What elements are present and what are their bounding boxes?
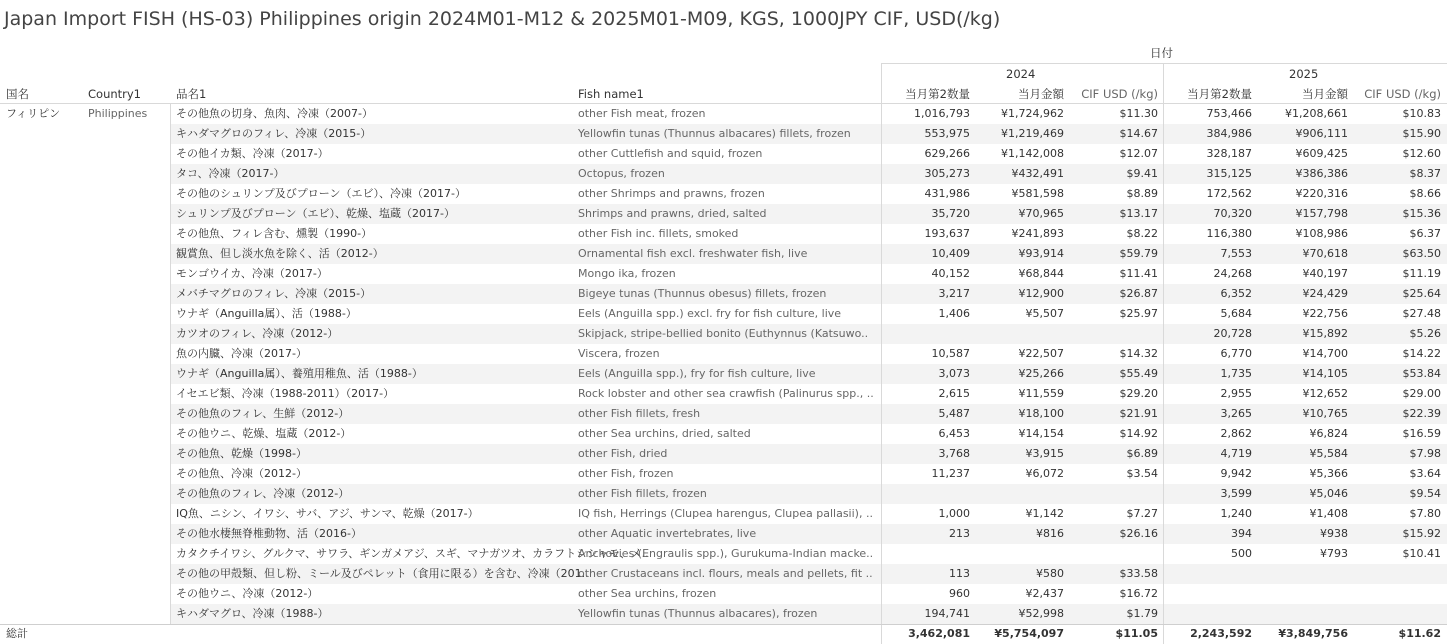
table-row[interactable] (0, 464, 1447, 484)
amount-2024-cell: ¥1,142,008 (1001, 147, 1064, 160)
cif-2024-cell: $55.49 (1119, 367, 1158, 380)
qty-2025-cell: 500 (1231, 547, 1252, 560)
col-header-qty-2024[interactable]: 当月第2数量 (905, 87, 970, 101)
item-jp-cell: その他イカ類、冷凍（2017-） (176, 147, 329, 160)
amount-2025-cell: ¥793 (1320, 547, 1348, 560)
col-header-country[interactable]: Country1 (88, 87, 142, 101)
qty-2024-cell (886, 544, 970, 564)
total-amount-2025: ¥3,849,756 (1278, 627, 1348, 640)
cif-2024-cell: $3.54 (1126, 467, 1158, 480)
item-jp-cell: その他ウニ、冷凍（2012-） (176, 587, 319, 600)
cif-2025-cell: $22.39 (1402, 407, 1441, 420)
amount-2025-cell: ¥906,111 (1295, 127, 1348, 140)
item-jp-cell: その他魚、乾燥（1998-） (176, 447, 307, 460)
amount-2024-cell: ¥25,266 (1018, 367, 1064, 380)
fish-name-cell: Yellowfin tunas (Thunnus albacares) fillets, frozen (578, 127, 851, 140)
amount-2025-cell (1256, 564, 1348, 584)
cif-2025-cell: $15.92 (1402, 527, 1441, 540)
fish-name-cell: Skipjack, stripe-bellied bonito (Euthynnus (Katsuwo.. (578, 327, 869, 340)
cif-2024-cell (1068, 484, 1158, 504)
qty-2024-cell (886, 484, 970, 504)
qty-2024-cell: 35,720 (931, 207, 970, 220)
fish-name-cell: Eels (Anguilla spp.), fry for fish culture, live (578, 367, 816, 380)
cif-2024-cell: $14.67 (1119, 127, 1158, 140)
cif-2024-cell: $11.30 (1119, 107, 1158, 120)
qty-2025-cell (1168, 584, 1252, 604)
cif-2025-cell (1352, 564, 1441, 584)
cif-2025-cell: $5.26 (1409, 327, 1441, 340)
qty-2024-cell: 2,615 (938, 387, 970, 400)
qty-2024-cell: 10,409 (931, 247, 970, 260)
table-row[interactable] (0, 144, 1447, 164)
cif-2024-cell: $21.91 (1119, 407, 1158, 420)
table-row[interactable] (0, 524, 1447, 544)
fish-name-cell: other Cuttlefish and squid, frozen (578, 147, 763, 160)
qty-2025-cell: 6,352 (1220, 287, 1252, 300)
amount-2024-cell: ¥12,900 (1018, 287, 1064, 300)
qty-2024-cell: 10,587 (931, 347, 970, 360)
qty-2025-cell: 24,268 (1213, 267, 1252, 280)
item-jp-cell: キハダマグロのフィレ、冷凍（2015-） (176, 127, 372, 140)
fish-name-cell: Ornamental fish excl. freshwater fish, live (578, 247, 808, 260)
item-jp-cell: その他魚、フィレ含む、燻製（1990-） (176, 227, 373, 240)
amount-2024-cell: ¥816 (1036, 527, 1064, 540)
cif-2024-cell: $1.79 (1126, 607, 1158, 620)
total-label: 総計 (6, 627, 28, 640)
table-row[interactable] (0, 584, 1447, 604)
amount-2024-cell: ¥1,142 (1025, 507, 1064, 520)
item-jp-cell: カツオのフィレ、冷凍（2012-） (176, 327, 339, 340)
amount-2024-cell (974, 324, 1064, 344)
item-jp-cell: その他魚のフィレ、冷凍（2012-） (176, 487, 350, 500)
qty-2024-cell: 1,016,793 (914, 107, 970, 120)
amount-2025-cell: ¥10,765 (1302, 407, 1348, 420)
amount-2024-cell: ¥93,914 (1018, 247, 1064, 260)
fish-name-cell: IQ fish, Herrings (Clupea harengus, Clupea pallasii), .. (578, 507, 873, 520)
table-row[interactable] (0, 244, 1447, 264)
table-row[interactable] (0, 484, 1447, 504)
amount-2024-cell: ¥581,598 (1011, 187, 1064, 200)
qty-2024-cell: 113 (949, 567, 970, 580)
qty-2024-cell: 5,487 (938, 407, 970, 420)
qty-2024-cell: 11,237 (931, 467, 970, 480)
qty-2024-cell: 1,000 (938, 507, 970, 520)
cif-2025-cell: $15.90 (1402, 127, 1441, 140)
amount-2025-cell: ¥108,986 (1295, 227, 1348, 240)
table-row[interactable] (0, 304, 1447, 324)
qty-2025-cell: 20,728 (1213, 327, 1252, 340)
cif-2025-cell: $10.83 (1402, 107, 1441, 120)
cif-2024-cell: $14.92 (1119, 427, 1158, 440)
cif-2025-cell: $6.37 (1409, 227, 1441, 240)
amount-2024-cell (974, 484, 1064, 504)
item-jp-cell: IQ魚、ニシン、イワシ、サバ、アジ、サンマ、乾燥（2017-） (176, 507, 479, 520)
table-row[interactable] (0, 104, 1447, 124)
table-row[interactable] (0, 444, 1447, 464)
qty-2024-cell: 960 (949, 587, 970, 600)
cif-2024-cell: $6.89 (1126, 447, 1158, 460)
qty-2024-cell: 305,273 (924, 167, 970, 180)
amount-2024-cell: ¥1,219,469 (1001, 127, 1064, 140)
qty-2024-cell: 40,152 (931, 267, 970, 280)
cif-2024-cell: $59.79 (1119, 247, 1158, 260)
qty-2024-cell: 3,768 (938, 447, 970, 460)
amount-2025-cell: ¥14,105 (1302, 367, 1348, 380)
qty-2025-cell: 384,986 (1206, 127, 1252, 140)
fish-name-cell: other Sea urchins, dried, salted (578, 427, 751, 440)
col-divider-2024 (881, 63, 882, 644)
amount-2025-cell: ¥5,046 (1309, 487, 1348, 500)
item-jp-cell: キハダマグロ、冷凍（1988-） (176, 607, 329, 620)
item-jp-cell: その他魚、冷凍（2012-） (176, 467, 307, 480)
cif-2024-cell: $7.27 (1126, 507, 1158, 520)
qty-2025-cell (1168, 564, 1252, 584)
amount-2024-cell (974, 544, 1064, 564)
fish-name-cell: other Crustaceans incl. flours, meals and pellets, fit .. (578, 567, 873, 580)
item-jp-cell: その他魚の切身、魚肉、冷凍（2007-） (176, 107, 373, 120)
qty-2025-cell: 394 (1231, 527, 1252, 540)
cif-2024-cell: $13.17 (1119, 207, 1158, 220)
cif-2025-cell: $25.64 (1402, 287, 1441, 300)
fish-name-cell: other Fish, dried (578, 447, 668, 460)
cif-2024-cell: $25.97 (1119, 307, 1158, 320)
qty-2024-cell: 194,741 (924, 607, 970, 620)
fish-name-cell: other Shrimps and prawns, frozen (578, 187, 765, 200)
cif-2024-cell: $8.89 (1126, 187, 1158, 200)
total-cif-2025: $11.62 (1398, 627, 1441, 640)
amount-2025-cell: ¥5,366 (1309, 467, 1348, 480)
total-amount-2024: ¥5,754,097 (994, 627, 1064, 640)
fish-name-cell: Anchovies (Engraulis spp.), Gurukuma-Indian macke.. (578, 547, 874, 560)
table-row[interactable] (0, 404, 1447, 424)
report-title: Japan Import FISH (HS-03) Philippines origin 2024M01-M12 & 2025M01-M09, KGS, 1000JPY CIF, USD(/kg) (4, 8, 1001, 30)
amount-2025-cell: ¥386,386 (1295, 167, 1348, 180)
qty-2025-cell: 753,466 (1206, 107, 1252, 120)
cif-2024-cell: $26.87 (1119, 287, 1158, 300)
col-divider-item (170, 104, 171, 624)
col-header-qty-2025[interactable]: 当月第2数量 (1187, 87, 1252, 101)
col-header-country-jp[interactable]: 国名 (6, 87, 29, 101)
amount-2024-cell: ¥11,559 (1018, 387, 1064, 400)
amount-2025-cell: ¥24,429 (1302, 287, 1348, 300)
qty-2025-cell: 3,265 (1220, 407, 1252, 420)
fish-name-cell: other Fish fillets, fresh (578, 407, 701, 420)
table-row[interactable] (0, 364, 1447, 384)
amount-2025-cell: ¥5,584 (1309, 447, 1348, 460)
year-2025-header[interactable]: 2025 (1289, 67, 1319, 81)
item-jp-cell: イセエビ類、冷凍（1988-2011）（2017-） (176, 387, 395, 400)
qty-2024-cell: 6,453 (938, 427, 970, 440)
cif-2025-cell: $53.84 (1402, 367, 1441, 380)
table-row[interactable] (0, 164, 1447, 184)
fish-name-cell: Octopus, frozen (578, 167, 665, 180)
fish-name-cell: Viscera, frozen (578, 347, 660, 360)
item-jp-cell: メバチマグロのフィレ、冷凍（2015-） (176, 287, 372, 300)
amount-2025-cell: ¥70,618 (1302, 247, 1348, 260)
cif-2025-cell (1352, 604, 1441, 624)
amount-2025-cell: ¥12,652 (1302, 387, 1348, 400)
cif-2025-cell: $63.50 (1402, 247, 1441, 260)
cif-2025-cell: $11.19 (1402, 267, 1441, 280)
qty-2024-cell: 553,975 (924, 127, 970, 140)
qty-2024-cell: 629,266 (924, 147, 970, 160)
qty-2025-cell: 3,599 (1220, 487, 1252, 500)
cif-2024-cell: $26.16 (1119, 527, 1158, 540)
amount-2024-cell: ¥1,724,962 (1001, 107, 1064, 120)
amount-2025-cell: ¥40,197 (1302, 267, 1348, 280)
amount-2024-cell: ¥241,893 (1011, 227, 1064, 240)
amount-2024-cell: ¥14,154 (1018, 427, 1064, 440)
table-row[interactable] (0, 344, 1447, 364)
cif-2025-cell: $7.98 (1409, 447, 1441, 460)
cif-2024-cell: $14.32 (1119, 347, 1158, 360)
qty-2025-cell: 116,380 (1206, 227, 1252, 240)
qty-2025-cell: 2,862 (1220, 427, 1252, 440)
cif-2024-cell: $16.72 (1119, 587, 1158, 600)
qty-2025-cell: 1,240 (1220, 507, 1252, 520)
item-jp-cell: ウナギ（Anguilla属）、活（1988-） (176, 307, 357, 320)
cif-2025-cell: $9.54 (1409, 487, 1441, 500)
table-row[interactable] (0, 204, 1447, 224)
item-jp-cell: その他水棲無脊椎動物、活（2016-） (176, 527, 362, 540)
year-2024-header[interactable]: 2024 (1006, 67, 1036, 81)
qty-2024-cell: 213 (949, 527, 970, 540)
fish-name-cell: Mongo ika, frozen (578, 267, 676, 280)
amount-2025-cell: ¥14,700 (1302, 347, 1348, 360)
qty-2025-cell: 5,684 (1220, 307, 1252, 320)
fish-name-cell: Yellowfin tunas (Thunnus albacares), frozen (578, 607, 818, 620)
amount-2024-cell: ¥52,998 (1018, 607, 1064, 620)
qty-2025-cell: 315,125 (1206, 167, 1252, 180)
amount-2025-cell: ¥1,408 (1309, 507, 1348, 520)
qty-2025-cell: 70,320 (1213, 207, 1252, 220)
fish-name-cell: Eels (Anguilla spp.) excl. fry for fish culture, live (578, 307, 842, 320)
amount-2024-cell: ¥5,507 (1025, 307, 1064, 320)
qty-2025-cell: 7,553 (1220, 247, 1252, 260)
table-row[interactable] (0, 604, 1447, 624)
amount-2024-cell: ¥70,965 (1018, 207, 1064, 220)
cif-2025-cell: $15.36 (1402, 207, 1441, 220)
col-header-amount-2024[interactable]: 当月金額 (1018, 87, 1064, 101)
qty-2024-cell: 431,986 (924, 187, 970, 200)
qty-2024-cell: 3,073 (938, 367, 970, 380)
amount-2025-cell: ¥6,824 (1309, 427, 1348, 440)
cif-2025-cell: $8.37 (1409, 167, 1441, 180)
table-row[interactable] (0, 564, 1447, 584)
item-jp-cell: 観賞魚、但し淡水魚を除く、活（2012-） (176, 247, 384, 260)
amount-2025-cell: ¥22,756 (1302, 307, 1348, 320)
header-divider (881, 63, 1447, 64)
cif-2024-cell: $33.58 (1119, 567, 1158, 580)
total-cif-2024: $11.05 (1115, 627, 1158, 640)
cif-2025-cell: $7.80 (1409, 507, 1441, 520)
item-jp-cell: ウナギ（Anguilla属）、養殖用稚魚、活（1988-） (176, 367, 423, 380)
cif-2024-cell: $29.20 (1119, 387, 1158, 400)
amount-2025-cell: ¥609,425 (1295, 147, 1348, 160)
qty-2025-cell: 9,942 (1220, 467, 1252, 480)
qty-2025-cell: 2,955 (1220, 387, 1252, 400)
cif-2024-cell: $12.07 (1119, 147, 1158, 160)
fish-name-cell: other Fish, frozen (578, 467, 674, 480)
cif-2024-cell (1068, 324, 1158, 344)
cif-2024-cell (1068, 544, 1158, 564)
country-jp-cell: フィリピン (6, 107, 61, 120)
table-row[interactable] (0, 264, 1447, 284)
item-jp-cell: タコ、冷凍（2017-） (176, 167, 285, 180)
qty-2025-cell: 1,735 (1220, 367, 1252, 380)
table-row[interactable] (0, 384, 1447, 404)
amount-2025-cell (1256, 604, 1348, 624)
fish-name-cell: other Sea urchins, frozen (578, 587, 717, 600)
col-header-cif-2024[interactable]: CIF USD (/kg) (1081, 87, 1158, 101)
qty-2025-cell (1168, 604, 1252, 624)
country-cell: Philippines (88, 107, 148, 120)
item-jp-cell: 魚の内臓、冷凍（2017-） (176, 347, 307, 360)
amount-2024-cell: ¥6,072 (1025, 467, 1064, 480)
col-header-cif-2025[interactable]: CIF USD (/kg) (1364, 87, 1441, 101)
amount-2024-cell: ¥3,915 (1025, 447, 1064, 460)
amount-2025-cell: ¥220,316 (1295, 187, 1348, 200)
table-row[interactable] (0, 124, 1447, 144)
fish-name-cell: Shrimps and prawns, dried, salted (578, 207, 767, 220)
amount-2025-cell: ¥938 (1320, 527, 1348, 540)
table-row[interactable] (0, 184, 1447, 204)
table-row[interactable] (0, 544, 1447, 564)
amount-2025-cell: ¥1,208,661 (1285, 107, 1348, 120)
qty-2025-cell: 328,187 (1206, 147, 1252, 160)
table-row[interactable] (0, 224, 1447, 244)
qty-2025-cell: 4,719 (1220, 447, 1252, 460)
amount-2024-cell: ¥2,437 (1025, 587, 1064, 600)
cif-2025-cell: $14.22 (1402, 347, 1441, 360)
qty-2024-cell (886, 324, 970, 344)
fish-name-cell: Rock lobster and other sea crawfish (Palinurus spp., .. (578, 387, 874, 400)
col-header-fish-name[interactable]: Fish name1 (578, 87, 644, 101)
fish-name-cell: other Fish inc. fillets, smoked (578, 227, 739, 240)
cif-2025-cell: $8.66 (1409, 187, 1441, 200)
amount-2024-cell: ¥68,844 (1018, 267, 1064, 280)
col-header-item-jp[interactable]: 品名1 (176, 87, 207, 101)
item-jp-cell: その他魚のフィレ、生鮮（2012-） (176, 407, 350, 420)
col-divider-2025 (1163, 63, 1164, 644)
total-qty-2024: 3,462,081 (908, 627, 970, 640)
cif-2025-cell: $16.59 (1402, 427, 1441, 440)
cif-2025-cell: $29.00 (1402, 387, 1441, 400)
table-row[interactable] (0, 504, 1447, 524)
fish-name-cell: other Fish fillets, frozen (578, 487, 707, 500)
amount-2024-cell: ¥580 (1036, 567, 1064, 580)
amount-2025-cell: ¥15,892 (1302, 327, 1348, 340)
cif-2024-cell: $8.22 (1126, 227, 1158, 240)
qty-2025-cell: 172,562 (1206, 187, 1252, 200)
fish-name-cell: other Aquatic invertebrates, live (578, 527, 757, 540)
cif-2024-cell: $9.41 (1126, 167, 1158, 180)
amount-2025-cell: ¥157,798 (1295, 207, 1348, 220)
qty-2024-cell: 3,217 (938, 287, 970, 300)
item-jp-cell: その他の甲殻類、但し粉、ミール及びペレット（食用に限る）を含む、冷凍（201.. (176, 567, 589, 580)
item-jp-cell: その他ウニ、乾燥、塩蔵（2012-） (176, 427, 352, 440)
item-jp-cell: シュリンプ及びプローン（エビ）、乾燥、塩蔵（2017-） (176, 207, 456, 220)
amount-2024-cell: ¥432,491 (1011, 167, 1064, 180)
amount-2025-cell (1256, 584, 1348, 604)
cif-2025-cell: $27.48 (1402, 307, 1441, 320)
item-jp-cell: その他のシュリンプ及びプローン（エビ）、冷凍（2017-） (176, 187, 467, 200)
cif-2024-cell: $11.41 (1119, 267, 1158, 280)
cif-2025-cell: $12.60 (1402, 147, 1441, 160)
qty-2024-cell: 1,406 (938, 307, 970, 320)
date-header[interactable]: 日付 (1150, 46, 1173, 60)
table-row[interactable] (0, 284, 1447, 304)
qty-2024-cell: 193,637 (924, 227, 970, 240)
cif-2025-cell (1352, 584, 1441, 604)
cif-2025-cell: $10.41 (1402, 547, 1441, 560)
item-jp-cell: モンゴウイカ、冷凍（2017-） (176, 267, 328, 280)
table-row[interactable] (0, 424, 1447, 444)
fish-name-cell: Bigeye tunas (Thunnus obesus) fillets, frozen (578, 287, 827, 300)
qty-2025-cell: 6,770 (1220, 347, 1252, 360)
total-qty-2025: 2,243,592 (1190, 627, 1252, 640)
fish-name-cell: other Fish meat, frozen (578, 107, 706, 120)
table-row[interactable] (0, 324, 1447, 344)
cif-2025-cell: $3.64 (1409, 467, 1441, 480)
item-jp-cell: カタクチイワシ、グルクマ、サワラ、ギンガメアジ、スギ、マナガツオ、カラフトシシャモ、メ.. (176, 547, 649, 560)
col-header-amount-2025[interactable]: 当月金額 (1302, 87, 1348, 101)
amount-2024-cell: ¥18,100 (1018, 407, 1064, 420)
amount-2024-cell: ¥22,507 (1018, 347, 1064, 360)
